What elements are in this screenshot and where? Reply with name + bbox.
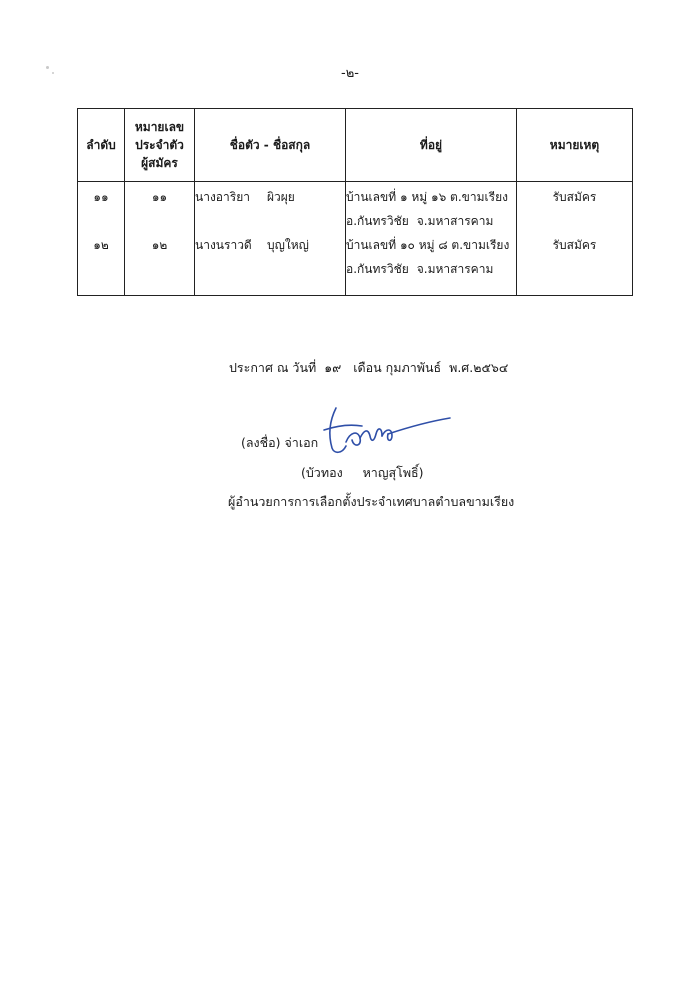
district: อ.กันทรวิชัย <box>346 214 409 228</box>
table-row <box>78 182 633 296</box>
signature-stroke <box>382 430 392 440</box>
header-order: ลำดับ <box>78 109 125 182</box>
scan-speck <box>46 66 49 69</box>
header-remark: หมายเหตุ <box>517 109 633 182</box>
order-value: ๑๑ <box>93 190 109 204</box>
surname: บุญใหญ่ <box>267 238 309 252</box>
candidate-id-value: ๑๒ <box>151 238 168 252</box>
header-id-line1: หมายเลข <box>134 120 185 134</box>
address-line2 <box>346 210 516 234</box>
candidates-table <box>77 108 633 296</box>
header-id-line3: ผู้สมัคร <box>141 156 178 170</box>
announcement-prefix: ประกาศ ณ วันที่ <box>229 360 317 375</box>
signed-by-label: (ลงชื่อ) จ่าเอก <box>241 435 319 450</box>
signatory-position: ผู้อำนวยการการเลือกตั้งประจำเทศบาลตำบลขามเรียง <box>228 494 515 509</box>
signature-stroke <box>360 429 382 440</box>
remark-value: รับสมัคร <box>552 238 597 252</box>
signatory-full-name <box>301 463 424 483</box>
signature-stroke <box>330 408 346 452</box>
name-cell <box>195 182 346 296</box>
header-address: ที่อยู่ <box>346 109 517 182</box>
province: จ.มหาสารคาม <box>416 214 494 228</box>
candidate-id-cell <box>125 182 195 296</box>
signature-stroke <box>388 418 450 434</box>
announcement-month-label: เดือน <box>353 360 382 375</box>
order-value: ๑๒ <box>93 238 109 252</box>
candidate-name <box>195 186 345 210</box>
given-name: นางนราวดี <box>195 238 252 252</box>
announcement-year: ๒๕๖๔ <box>473 360 509 375</box>
header-name: ชื่อตัว - ชื่อสกุล <box>195 109 346 182</box>
header-id-line2: ประจำตัว <box>135 138 184 152</box>
surname: ผิวผุย <box>267 190 295 204</box>
candidate-id-value: ๑๑ <box>151 190 168 204</box>
address-cell <box>346 182 517 296</box>
candidate-name <box>195 234 345 258</box>
header-candidate-id <box>125 109 195 182</box>
announcement-month: กุมภาพันธ์ <box>385 360 442 375</box>
signatory-first-name: (บัวทอง <box>301 465 343 480</box>
page-number: -๒- <box>341 66 359 81</box>
announcement-year-label: พ.ศ. <box>449 360 474 375</box>
district: อ.กันทรวิชัย <box>346 262 409 276</box>
province: จ.มหาสารคาม <box>416 262 494 276</box>
announcement-line <box>229 358 508 378</box>
handwritten-signature <box>316 402 456 458</box>
remark-value: รับสมัคร <box>552 190 597 204</box>
address-line1: บ้านเลขที่ ๑ หมู่ ๑๖ ต.ขามเรียง <box>346 190 508 204</box>
address-line1: บ้านเลขที่ ๑๐ หมู่ ๘ ต.ขามเรียง <box>346 238 510 252</box>
order-cell <box>78 182 125 296</box>
announcement-day: ๑๙ <box>324 360 342 375</box>
table-header-row <box>78 109 633 182</box>
address-line2 <box>346 258 516 282</box>
signatory-last-name: หาญสุโพธิ์) <box>362 465 424 480</box>
given-name: นางอาริยา <box>195 190 250 204</box>
signature-stroke <box>346 433 360 445</box>
scan-speck <box>52 72 54 74</box>
remark-cell <box>517 182 633 296</box>
